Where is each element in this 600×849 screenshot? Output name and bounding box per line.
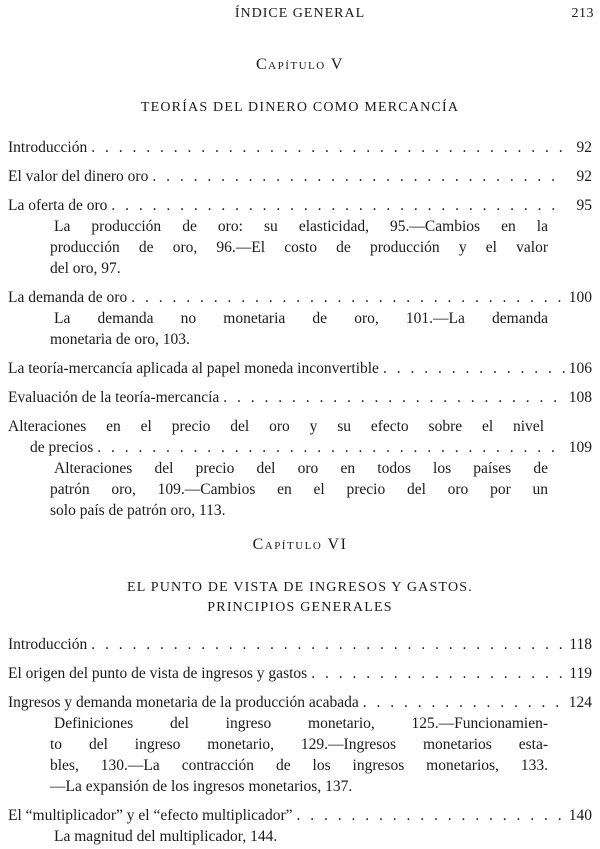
page-number: 213 [571,6,594,21]
entry-page: 92 [576,168,592,185]
leader-dots [152,166,566,187]
running-title: ÍNDICE GENERAL [234,6,366,21]
entry-subtopics [0,458,600,521]
entry-title-line: Alteraciones en el precio del oro y su efecto sobre el nivel [8,418,544,435]
chapter-title: TEORÍAS DEL DINERO COMO MERCANCÍA [140,100,460,115]
chapter-heading: Capítulo VI [252,536,348,553]
entry-page: 124 [568,694,592,711]
subtopic-line: patrón oro, 109.—Cambios en el precio del oro por un [50,481,548,498]
leader-dots [223,387,564,408]
toc-entry [0,137,600,158]
running-head [0,6,600,26]
leader-dots [91,137,566,158]
toc-list [0,634,600,847]
toc-entry [0,387,600,408]
entry-title: Introducción [8,636,88,653]
toc-entry [0,634,600,655]
toc-entry [0,195,600,279]
entry-title: La oferta de oro [8,197,108,214]
leader-dots [311,663,565,684]
subtopic-line: to del ingreso monetario, 129.—Ingresos monetarios esta- [50,736,548,753]
leader-dots [363,692,565,713]
subtopic-line: producción de oro, 96.—El costo de producción y el valor [50,239,548,256]
entry-page: 108 [568,389,592,406]
subtopic-line: Alteraciones del precio del oro en todos los países de [54,460,548,477]
subtopic-line: del oro, 97. [50,260,121,277]
toc-entry [0,805,600,847]
entry-title: La demanda de oro [8,289,128,306]
subtopic-line: monetaria de oro, 103. [50,331,190,348]
toc-entry [0,663,600,684]
leader-dots [97,437,564,458]
toc-entry [0,166,600,187]
entry-title: El origen del punto de vista de ingresos y gastos [8,665,308,682]
toc-entry [0,358,600,379]
chapter-title: PRINCIPIOS GENERALES [207,600,393,615]
subtopic-line: La demanda no monetaria de oro, 101.—La demanda [54,310,548,327]
entry-title-line: de precios [30,439,94,456]
entry-subtopics [0,216,600,279]
subtopic-line: bles, 130.—La contracción de los ingresos monetarios, 133. [50,757,548,774]
leader-dots [383,358,565,379]
entry-page: 119 [569,665,592,682]
leader-dots [131,287,565,308]
toc-entry [0,287,600,350]
subtopic-line: —La expansión de los ingresos monetarios, 137. [50,778,353,795]
entry-subtopics [0,713,600,797]
leader-dots [111,195,566,216]
entry-subtopics [0,308,600,350]
entry-title: Ingresos y demanda monetaria de la producción acabada [8,694,359,711]
entry-page: 118 [569,636,592,653]
leader-dots [296,805,564,826]
leader-dots [91,634,565,655]
chapter-title: EL PUNTO DE VISTA DE INGRESOS Y GASTOS. [127,580,473,595]
entry-page: 106 [568,360,592,377]
toc-entry [0,416,600,521]
entry-title: El valor del dinero oro [8,168,149,185]
toc-entry [0,692,600,797]
entry-subtopics [0,826,600,847]
entry-title: El “multiplicador” y el “efecto multiplicador” [8,807,293,824]
entry-title: Introducción [8,139,88,156]
chapter-heading: Capítulo V [256,56,344,73]
subtopic-line: Definiciones del ingreso monetario, 125.—Funcionamien- [54,715,548,732]
subtopic-line: La producción de oro: su elasticidad, 95.—Cambios en la [54,218,548,235]
entry-title: La teoría-mercancía aplicada al papel moneda inconvertible [8,360,379,377]
subtopic-line: solo país de patrón oro, 113. [50,502,226,519]
entry-page: 109 [568,439,592,456]
entry-page: 100 [568,289,592,306]
entry-page: 92 [576,139,592,156]
subtopic-line: La magnitud del multiplicador, 144. [54,828,278,845]
entry-page: 95 [576,197,592,214]
entry-title: Evaluación de la teoría-mercancía [8,389,220,406]
entry-page: 140 [568,807,592,824]
toc-list [0,137,600,521]
